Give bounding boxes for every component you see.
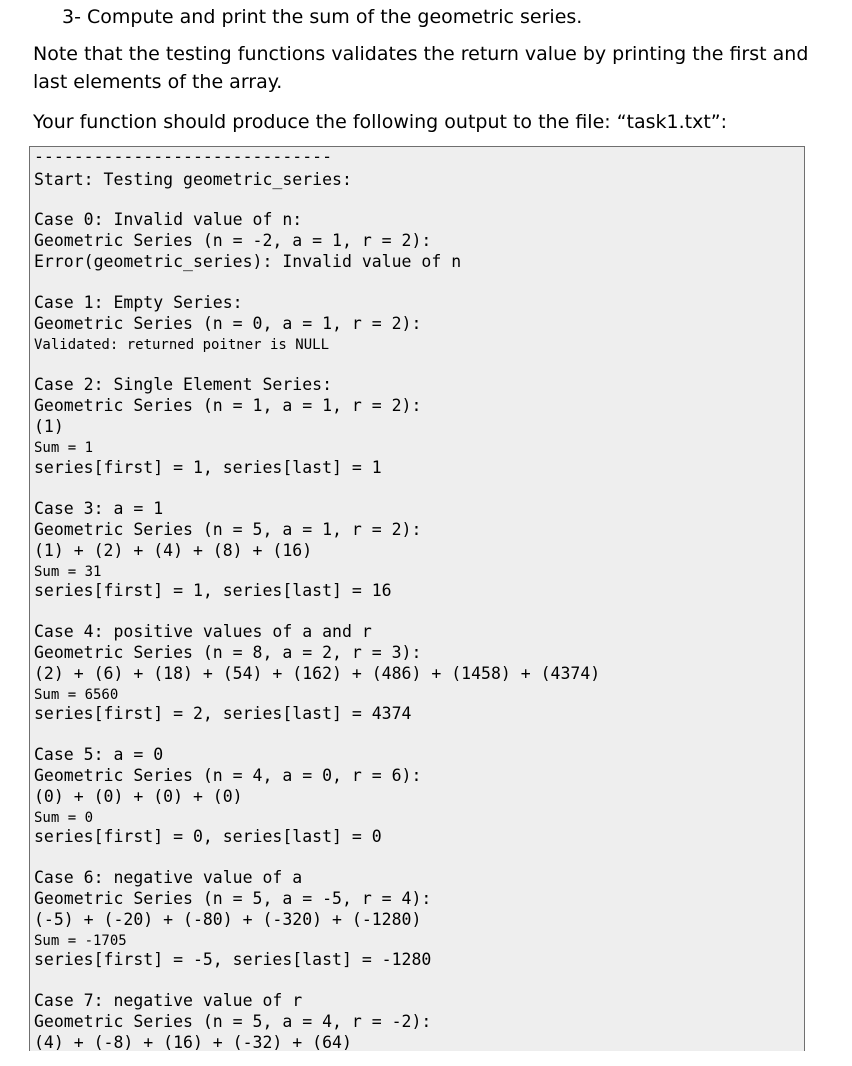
case-title: Case 7: negative value of r (34, 991, 303, 1010)
output-line: Geometric Series (n = 5, a = -5, r = 4): (34, 889, 432, 908)
case-title: Case 6: negative value of a (34, 868, 303, 887)
case-title: Case 4: positive values of a and r (34, 622, 372, 641)
output-line: (-5) + (-20) + (-80) + (-320) + (-1280) (34, 910, 422, 929)
case-title: Case 2: Single Element Series: (34, 375, 333, 394)
output-line: Geometric Series (n = -2, a = 1, r = 2): (34, 231, 432, 250)
sum-line: Sum = -1705 (34, 933, 127, 949)
sum-line: Sum = 0 (34, 810, 94, 826)
output-line: Validated: returned poitner is NULL (34, 337, 330, 353)
validation-line: series[first] = 1, series[last] = 16 (34, 581, 392, 600)
output-line: Geometric Series (n = 8, a = 2, r = 3): (34, 643, 422, 662)
output-line: (0) + (0) + (0) + (0) (34, 787, 243, 806)
note-paragraph: Note that the testing functions validates the return value by printing the first and last elements of the array. (33, 43, 809, 93)
task-heading: 3- Compute and print the sum of the geometric series. (62, 6, 583, 28)
output-line: Geometric Series (n = 0, a = 1, r = 2): (34, 314, 422, 333)
output-line: Geometric Series (n = 5, a = 1, r = 2): (34, 520, 422, 539)
case-title: Case 0: Invalid value of n: (34, 210, 303, 229)
output-line: Error(geometric_series): Invalid value of n (34, 252, 462, 271)
sum-line: Sum = 31 (34, 564, 102, 580)
validation-line: series[first] = 0, series[last] = 0 (34, 827, 382, 846)
case-title: Case 3: a = 1 (34, 499, 164, 518)
case-title: Case 1: Empty Series: (34, 293, 243, 312)
validation-line: series[first] = 1, series[last] = 1 (34, 458, 382, 477)
validation-line: series[first] = 2, series[last] = 4374 (34, 704, 412, 723)
output-line: Start: Testing geometric_series: (34, 170, 352, 189)
output-line: (1) (34, 417, 64, 436)
output-line: (4) + (-8) + (16) + (-32) + (64) (34, 1033, 352, 1051)
validation-line: series[first] = -5, series[last] = -1280 (34, 950, 432, 969)
output-line: (2) + (6) + (18) + (54) + (162) + (486) + (1458) + (4374) (34, 664, 601, 683)
sum-line: Sum = 6560 (34, 687, 119, 703)
expected-output-box (29, 146, 805, 1051)
output-line: Geometric Series (n = 5, a = 4, r = -2): (34, 1012, 432, 1031)
output-line: Geometric Series (n = 4, a = 0, r = 6): (34, 766, 422, 785)
output-line: Geometric Series (n = 1, a = 1, r = 2): (34, 396, 422, 415)
case-title: Case 5: a = 0 (34, 745, 164, 764)
intro-paragraph: Your function should produce the following output to the file: “task1.txt”: (33, 111, 728, 133)
separator-line: ------------------------------ (34, 147, 333, 166)
output-line: (1) + (2) + (4) + (8) + (16) (34, 541, 313, 560)
sum-line: Sum = 1 (34, 440, 94, 456)
